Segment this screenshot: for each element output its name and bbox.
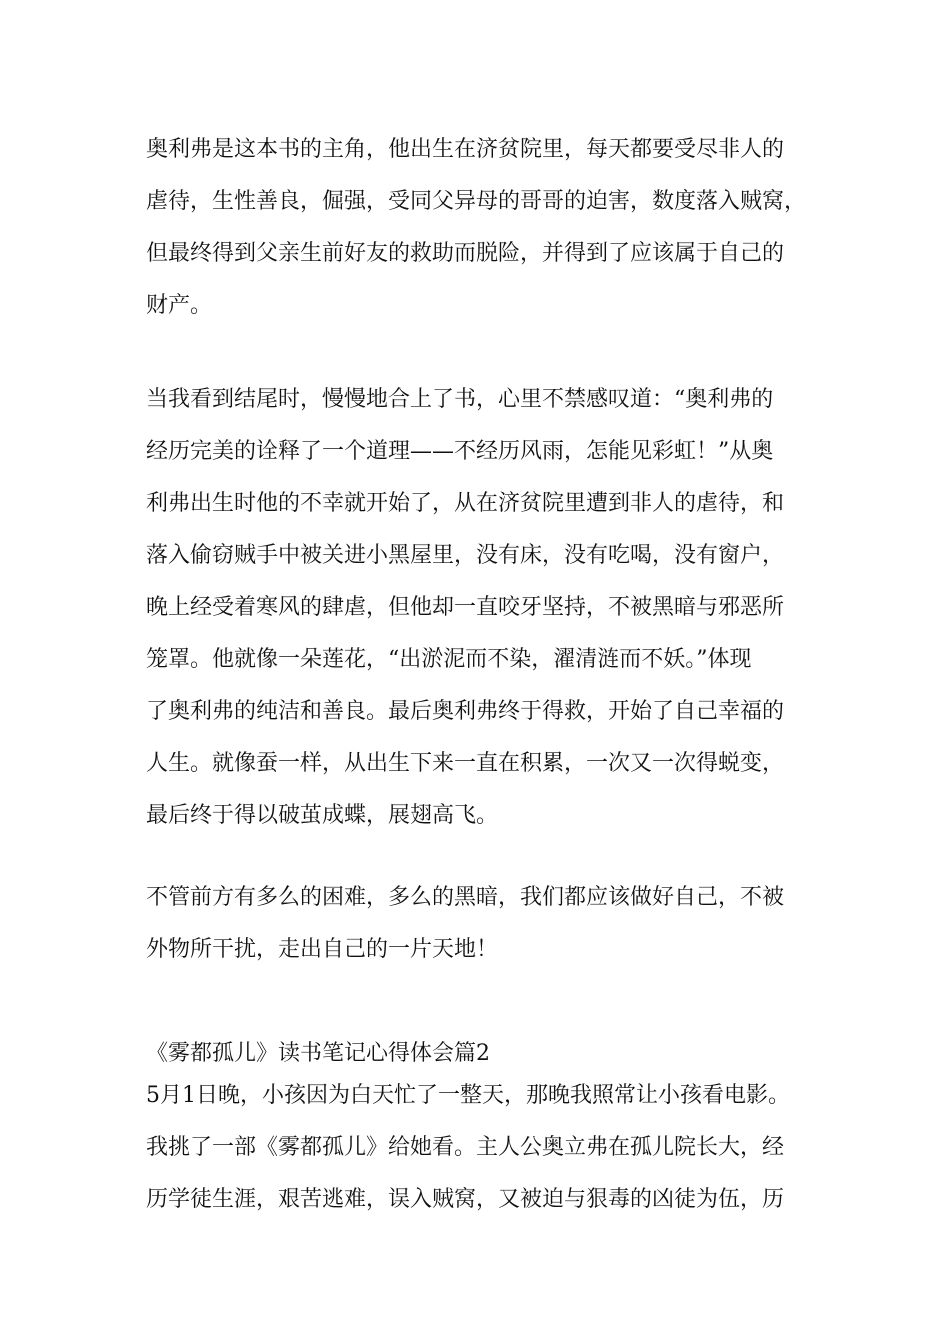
paragraph-line: 外物所干扰，走出自己的一片天地！ bbox=[146, 937, 499, 962]
paragraph-4 bbox=[146, 1070, 826, 1226]
paragraph-line: 当我看到结尾时，慢慢地合上了书，心里不禁感叹道：“奥利弗的 bbox=[146, 387, 774, 412]
paragraph-line: 5月1日晚，小孩因为白天忙了一整天，那晚我照常让小孩看电影。 bbox=[146, 1083, 790, 1108]
paragraph-1 bbox=[146, 124, 826, 332]
paragraph-line: 奥利弗是这本书的主角，他出生在济贫院里，每天都要受尽非人的 bbox=[146, 137, 785, 162]
paragraph-line: 晚上经受着寒风的肆虐，但他却一直咬牙坚持，不被黑暗与邪恶所 bbox=[146, 595, 785, 620]
paragraph-line: 虐待，生性善良，倔强，受同父异母的哥哥的迫害，数度落入贼窝， bbox=[146, 189, 807, 214]
section-heading bbox=[146, 1034, 826, 1074]
paragraph-line: 利弗出生时他的不幸就开始了，从在济贫院里遭到非人的虐待，和 bbox=[146, 491, 785, 516]
paragraph-line: 但最终得到父亲生前好友的救助而脱险，并得到了应该属于自己的 bbox=[146, 241, 785, 266]
paragraph-line: 经历完美的诠释了一个道理——不经历风雨，怎能见彩虹！”从奥 bbox=[146, 439, 774, 464]
paragraph-3 bbox=[146, 872, 826, 976]
paragraph-line: 不管前方有多么的困难，多么的黑暗，我们都应该做好自己，不被 bbox=[146, 885, 785, 910]
paragraph-line: 我挑了一部《雾都孤儿》给她看。主人公奥立弗在孤儿院长大，经 bbox=[146, 1135, 785, 1160]
paragraph-line: 了奥利弗的纯洁和善良。最后奥利弗终于得救，开始了自己幸福的 bbox=[146, 699, 785, 724]
paragraph-line: 历学徒生涯，艰苦逃难，误入贼窝，又被迫与狠毒的凶徒为伍，历 bbox=[146, 1187, 785, 1212]
paragraph-line: 落入偷窃贼手中被关进小黑屋里，没有床，没有吃喝，没有窗户， bbox=[146, 543, 785, 568]
paragraph-line: 最后终于得以破茧成蝶，展翅高飞。 bbox=[146, 803, 499, 828]
paragraph-line: 人生。就像蚕一样，从出生下来一直在积累，一次又一次得蜕变， bbox=[146, 751, 785, 776]
paragraph-line: 财产。 bbox=[146, 293, 213, 318]
paragraph-line: 笼罩。他就像一朵莲花，“出淤泥而不染，濯清涟而不妖。”体现 bbox=[146, 647, 752, 672]
paragraph-2 bbox=[146, 374, 826, 842]
section-heading-text: 《雾都孤儿》读书笔记心得体会篇2 bbox=[146, 1041, 490, 1066]
